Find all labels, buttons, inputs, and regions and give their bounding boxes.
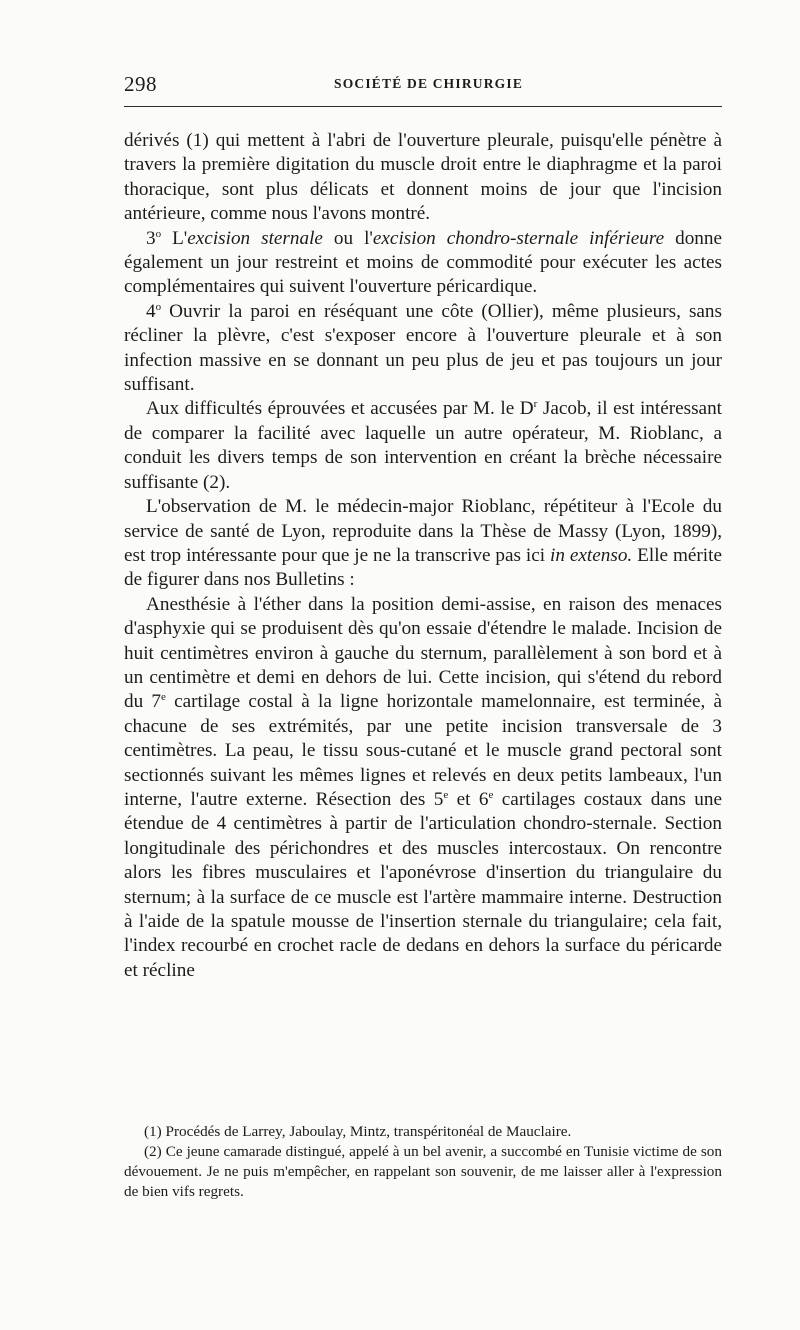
superscript: e xyxy=(160,691,166,704)
text-run: cartilage costal à la ligne horizontale mamelonnaire, est terminée, à chacune de ses extrémités, par une petite incision transversale de 3 centimètres. La peau, le tissu sous-cutané et le muscle grand pectoral sont sectionnés suivant les mêmes lignes et relevés en deux petits lambeaux, l'un interne, l'autre externe. Résection des 5 xyxy=(124,691,723,810)
body-text xyxy=(124,129,722,983)
paragraph-3 xyxy=(124,300,722,398)
item-number: 4 xyxy=(146,300,156,322)
footnote-2: (2) Ce jeune camarade distingué, appelé à un bel avenir, a succombé en Tunisie victime de son dévouement. Je ne puis m'empêcher, en rappelant son souvenir, de me laisser aller à l'expression de bien vifs regrets. xyxy=(124,1143,722,1200)
paragraph-6 xyxy=(124,593,722,984)
paragraph-5 xyxy=(124,495,722,593)
text-run: Elle mérite de figurer dans nos Bulletins : xyxy=(124,544,722,591)
superscript: r xyxy=(533,398,538,411)
page-header xyxy=(124,72,722,96)
emphasis: excision chondro-sternale inférieure xyxy=(372,227,665,249)
degree-mark: o xyxy=(155,300,162,313)
paragraph-1: dérivés (1) qui mettent à l'abri de l'ouverture pleurale, puisqu'elle pénètre à travers la première digitation du muscle droit entre le diaphragme et la paroi thoracique, sont plus délicats et donnent moins de jour que l'incision antérieure, comme nous l'avons montré. xyxy=(124,130,722,225)
text-run: Ouvrir la paroi en réséquant une côte (Ollier), même plusieurs, sans récliner la plèvre, c'est s'exposer encore à l'ouverture pleurale et à son infection massive en se donnant un peu plus de jeu et pas toujours un jour suffisant. xyxy=(124,300,722,396)
superscript: e xyxy=(488,788,494,801)
text-run: ou l' xyxy=(322,227,373,249)
text-run: Aux difficultés éprouvées et accusées par M. le D xyxy=(146,398,534,420)
text-run: L' xyxy=(161,227,188,249)
page-number: 298 xyxy=(124,72,157,96)
emphasis: excision sternale xyxy=(187,227,323,249)
degree-mark: o xyxy=(155,227,162,240)
footnote-1: (1) Procédés de Larrey, Jaboulay, Mintz, transpéritonéal de Mauclaire. xyxy=(144,1123,572,1140)
paragraph-4 xyxy=(124,397,722,495)
footnotes xyxy=(124,1122,722,1202)
item-number: 3 xyxy=(146,227,156,249)
text-run: L'observation de M. le médecin-major Rioblanc, répétiteur à l'Ecole du service de santé de Lyon, reproduite dans la Thèse de Massy (Lyon, 1899), est trop intéressante pour que je ne la transcrive pas ici xyxy=(124,496,722,566)
superscript: e xyxy=(443,788,449,801)
text-run: et 6 xyxy=(448,788,489,810)
header-rule xyxy=(124,106,722,107)
text-run: Jacob, il est intéressant de comparer la facilité avec laquelle un autre opérateur, M. Rioblanc, a conduit les divers temps de son intervention en créant la brèche nécessaire suffisante (2). xyxy=(124,398,722,493)
text-run: donne également un jour restreint et moins de commodité pour exécuter les actes complémentaires qui suivent l'ouverture péricardique. xyxy=(124,227,722,298)
text-run: cartilages costaux dans une étendue de 4 centimètres à partir de l'articulation chondro-sternale. Section longitudinale des périchondres et des muscles intercostaux. On rencontre alors les fibres musculaires et l'aponévrose d'insertion du triangulaire du sternum; à la surface de ce muscle est l'artère mammaire interne. Destruction à l'aide de la spatule mousse de l'insertion sternale du triangulaire; cela fait, l'index recourbé en crochet racle de dedans en dehors la surface du péricarde et récline xyxy=(124,788,722,981)
text-run: Anesthésie à l'éther dans la position demi-assise, en raison des menaces d'asphyxie qui se produisent dès qu'on essaie d'étendre le malade. Incision de huit centimètres environ à gauche du sternum, parallèlement à son bord et à un centimètre et demi en dehors de lui. Cette incision, qui s'étend du rebord du 7 xyxy=(124,593,722,713)
emphasis: in extenso. xyxy=(550,544,633,566)
paragraph-2 xyxy=(124,227,722,300)
running-head: SOCIÉTÉ DE CHIRURGIE xyxy=(334,76,524,91)
